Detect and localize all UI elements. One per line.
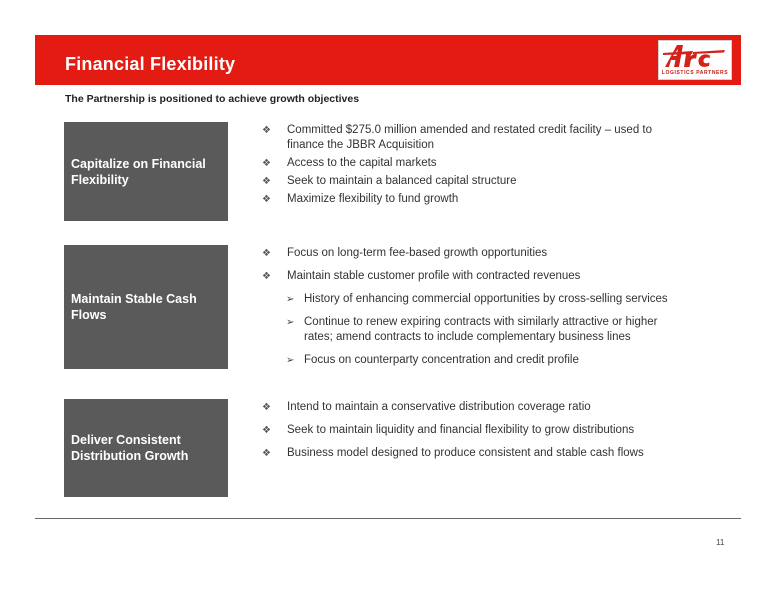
title-banner [35,35,741,85]
section-heading-box-2 [64,245,228,369]
page-subtitle: The Partnership is positioned to achieve growth objectives [65,93,360,105]
bullet-diamond-icon: ❖ [262,176,271,187]
bullet-diamond-icon: ❖ [262,425,271,436]
bullet-item: ❖ Seek to maintain liquidity and financial flexibility to grow distributions [262,424,635,436]
page-title: Financial Flexibility [65,54,236,74]
section-heading-box-1 [64,122,228,221]
bullet-list-3 [262,400,682,461]
sub-bullet-item: ➢ Continue to renew expiring contracts with similarly attractive or higher rates; amend contracts to include complementary business lines [286,316,658,343]
bullet-item: ❖ Maximize flexibility to fund growth [262,193,459,205]
logo-subtext: LOGISTICS PARTNERS [661,70,729,76]
bullet-diamond-icon: ❖ [262,125,271,136]
bullet-item: ❖ Committed $275.0 million amended and restated credit facility – used to finance the JBBR Acquisition [262,124,653,151]
bullet-item: ❖ Seek to maintain a balanced capital structure [262,175,517,187]
bullet-diamond-icon: ❖ [262,448,271,459]
bullet-item: ❖ Maintain stable customer profile with contracted revenues [262,270,581,282]
arrow-right-icon: ➢ [286,317,295,328]
bullet-list-2 [262,246,682,368]
section-heading: Deliver Consistent Distribution Growth [71,433,189,463]
sub-bullet-item: ➢ History of enhancing commercial opportunities by cross-selling services [286,293,668,305]
bullet-item: ❖ Intend to maintain a conservative distribution coverage ratio [262,401,591,413]
bullet-diamond-icon: ❖ [262,158,271,169]
footer-divider [35,518,741,519]
page-number: 11 [716,538,725,547]
section-heading: Capitalize on Financial Flexibility [71,156,206,187]
arc-logo [658,40,732,80]
bullet-list-1 [262,123,682,207]
sub-bullet-item: ➢ Focus on counterparty concentration and credit profile [286,354,579,366]
arc-logo-icon [663,43,727,69]
bullet-diamond-icon: ❖ [262,271,271,282]
arrow-right-icon: ➢ [286,355,295,366]
section-heading-box-3 [64,399,228,497]
section-heading: Maintain Stable Cash Flows [71,292,197,322]
bullet-item: ❖ Access to the capital markets [262,157,437,169]
bullet-item: ❖ Focus on long-term fee-based growth opportunities [262,247,548,259]
arrow-right-icon: ➢ [286,294,295,305]
bullet-diamond-icon: ❖ [262,194,271,205]
bullet-diamond-icon: ❖ [262,248,271,259]
bullet-item: ❖ Business model designed to produce consistent and stable cash flows [262,447,644,459]
bullet-diamond-icon: ❖ [262,402,271,413]
